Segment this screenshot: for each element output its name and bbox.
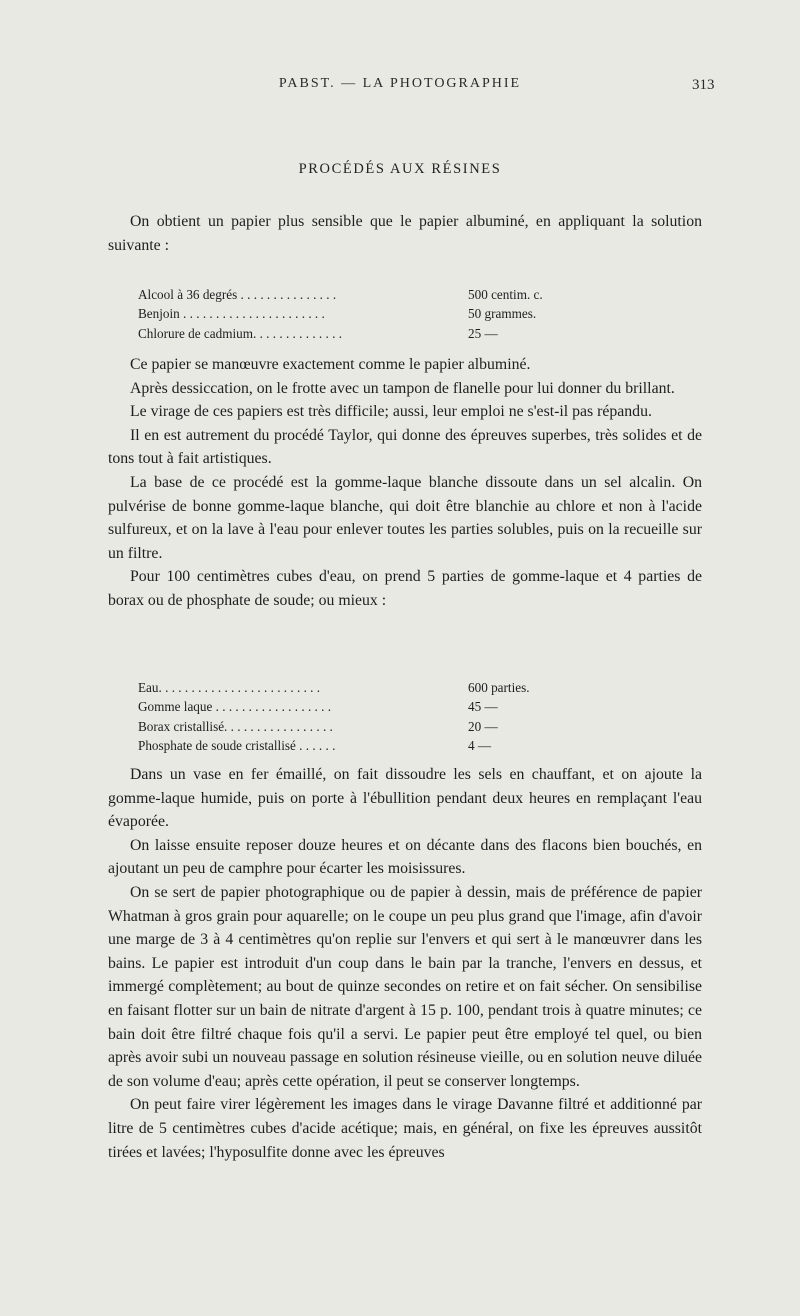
paragraph-block-1 [108,210,702,257]
recipe-row [138,678,578,698]
ingredient-name: Benjoin . . . . . . . . . . . . . . . . . . . . . . [138,306,325,322]
paragraph: Le virage de ces papiers est très difficile; aussi, leur emploi ne s'est-il pas répandu. [130,403,652,421]
paragraph: On laisse ensuite reposer douze heures et on décante dans des flacons bien bouchés, en ajoutant un peu de camphre pour écarter les moisissures. [108,836,702,878]
paragraph: Il en est autrement du procédé Taylor, qui donne des épreuves superbes, très solides et de tons tout à fait artistiques. [108,426,702,468]
ingredient-name: Chlorure de cadmium. . . . . . . . . . . . . . [138,325,343,341]
ingredient-name: Phosphate de soude cristallisé . . . . . . [138,738,336,754]
paragraph: On obtient un papier plus sensible que le papier albuminé, en appliquant la solution suivante : [108,213,702,254]
paragraph-block-3 [108,763,702,1164]
section-title: PROCÉDÉS AUX RÉSINES [298,161,502,177]
paragraph: On peut faire virer légèrement les images dans le virage Davanne filtré et additionné par litre de 5 centimètres cubes d'acide acétique; mais, en général, on fixe les épreuves aussitôt tirées et lavées; l'hyposulfite donne avec les épreuves [108,1096,702,1161]
paragraph: Pour 100 centimètres cubes d'eau, on prend 5 parties de gomme-laque et 4 parties de borax ou de phosphate de soude; ou mieux : [108,568,702,609]
ingredient-quantity: 20 — [468,718,498,734]
ingredient-name: Borax cristallisé. . . . . . . . . . . . . . . . . [138,718,333,734]
ingredient-quantity: 45 — [468,699,498,715]
ingredient-quantity: 4 — [468,738,492,754]
paragraph: Ce papier se manœuvre exactement comme le papier albuminé. [130,356,531,373]
ingredient-name: Eau. . . . . . . . . . . . . . . . . . . . . . . . . [138,679,321,695]
ingredient-quantity: 50 grammes. [468,306,537,322]
paragraph-block-2 [108,353,702,613]
paragraph: La base de ce procédé est la gomme-laque blanche dissoute dans un sel alcalin. On pulvérise de bonne gomme-laque blanche, qui doit être blanchie au chlore et non à l'acide sulfureux, et on la lave à l'eau pour enlever toutes les parties solubles, puis on la recueille sur un filtre. [108,473,702,562]
recipe-row [138,737,578,757]
paragraph: Dans un vase en fer émaillé, on fait dissoudre les sels en chauffant, et on ajoute la gomme-laque humide, puis on porte à l'ébullition pendant deux heures en remplaçant l'eau évaporée. [108,766,702,831]
ingredient-quantity: 600 parties. [468,679,530,695]
recipe-table-2 [138,678,578,756]
running-head: PABST. — LA PHOTOGRAPHIE [278,76,522,91]
ingredient-quantity: 500 centim. c. [468,286,543,302]
paragraph: On se sert de papier photographique ou de papier à dessin, mais de préférence de papier Whatman à gros grain pour aquarelle; on le coupe un peu plus grand que l'image, afin d'avoir une marge de 3 à 4 centimètres qu'on replie sur l'envers et qui sert à le manœuvrer dans les bains. Le papier est introduit d'un coup dans le bain par la tranche, l'envers en dessus, et immergé complètement; au bout de quinze secondes on retire et on fait sécher. On sensibilise en faisant flotter sur un bain de nitrate d'argent à 15 p. 100, pendant trois à quatre minutes; ce bain doit être filtré chaque fois qu'il a servi. Le papier peut être employé tel quel, ou bien après avoir subi un nouveau passage en solution résineuse vieille, ou en solution neuve diluée de son volume d'eau; après cette opération, il peut se conserver longtemps. [108,883,702,1090]
recipe-row [138,324,578,344]
ingredient-name: Alcool à 36 degrés . . . . . . . . . . . . . . . [138,286,337,302]
recipe-row [138,285,578,305]
page-number: 313 [692,77,715,93]
ingredient-quantity: 25 — [468,325,498,341]
recipe-row [138,717,578,737]
recipe-row [138,698,578,718]
ingredient-name: Gomme laque . . . . . . . . . . . . . . . . . . [138,699,332,715]
recipe-row [138,305,578,325]
recipe-table-1 [138,285,578,344]
paragraph: Après dessiccation, on le frotte avec un tampon de flanelle pour lui donner du brillant. [130,379,675,397]
